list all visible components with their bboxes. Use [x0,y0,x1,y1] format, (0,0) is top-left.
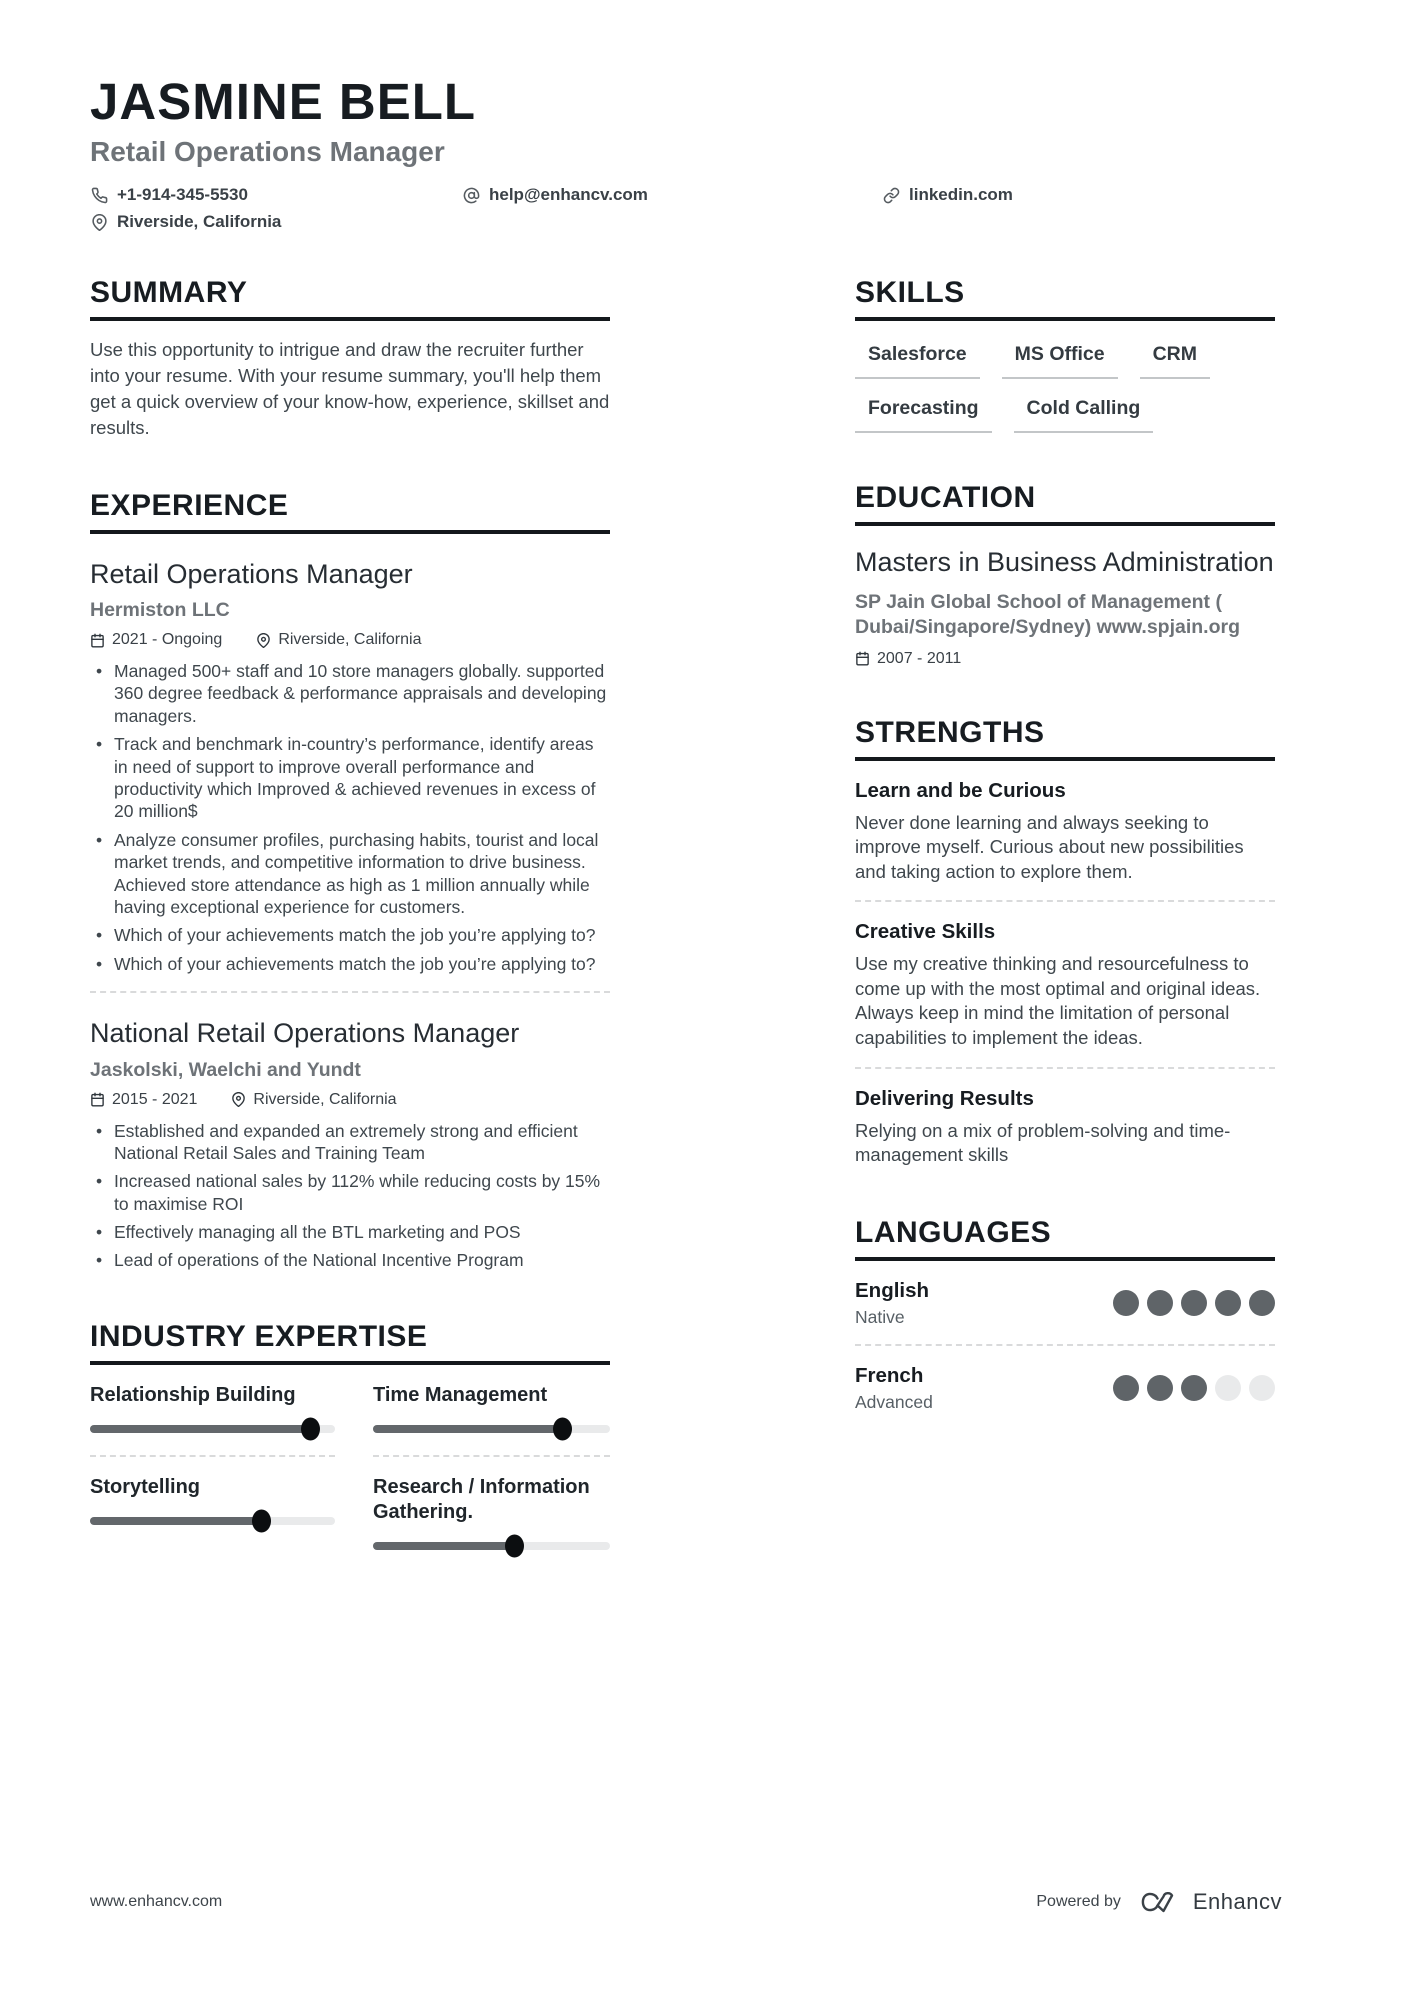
strength-text: Use my creative thinking and resourcefulness to come up with the most optimal and original ideas. Always keep in mind the limitation of personal capabilities to implement the ideas. [855,953,1261,1049]
strength-item [855,1087,1275,1168]
proficiency-dot [1215,1290,1241,1316]
contact-linkedin-text: linkedin.com [909,185,1013,205]
proficiency-dot [1249,1290,1275,1316]
industry-expertise-heading: INDUSTRY EXPERTISE [90,1320,610,1365]
expertise-slider[interactable] [90,1517,335,1525]
job-bullet-list [90,1120,610,1272]
summary-text: Use this opportunity to intrigue and draw the recruiter further into your resume. With your resume summary, you'll help them get a quick overview of your know-how, experience, skillset and results. [90,339,610,438]
proficiency-dot [1147,1375,1173,1401]
strengths-list [855,779,1275,1168]
language-proficiency-dots [1113,1375,1275,1401]
language-proficiency-dots [1113,1290,1275,1316]
job-bullet: • Analyze consumer profiles, purchasing habits, tourist and local market trends, and competitive information to drive business. Achieved store attendance as high as 1 million annually while having exceptional experience for customers. [90,829,610,919]
experience-section [90,489,610,1272]
job-dates [90,631,222,649]
language-level: Advanced [855,1391,933,1412]
contact-linkedin[interactable] [882,185,1320,205]
job-dates [90,1091,197,1109]
experience-item [90,1017,610,1272]
job-bullet: • Lead of operations of the National Incentive Program [90,1249,610,1271]
strength-item [855,920,1275,1050]
job-bullet: • Increased national sales by 112% while reducing costs by 15% to maximise ROI [90,1170,610,1215]
expertise-column [373,1365,610,1558]
calendar-icon [90,633,105,648]
job-bullet: • Which of your achievements match the job you’re applying to? [90,924,610,946]
education-dates-text: 2007 - 2011 [877,649,962,667]
job-location [231,1091,396,1109]
strength-title: Creative Skills [855,920,996,944]
expertise-slider-knob[interactable] [252,1509,271,1532]
job-bullet: • Established and expanded an extremely strong and efficient National Retail Sales and Training Team [90,1120,610,1165]
strength-divider [855,900,1275,902]
contact-row [90,185,1320,232]
expertise-divider [373,1455,610,1457]
resume-body [0,232,1410,1558]
contact-phone [90,185,462,205]
strength-text: Never done learning and always seeking to improve myself. Curious about new possibilities and taking action to explore them. [855,811,1244,882]
link-icon [882,186,900,204]
right-column [855,232,1275,1413]
strengths-heading: STRENGTHS [855,716,1275,761]
education-heading: EDUCATION [855,481,1275,526]
skills-list [855,343,1275,433]
expertise-slider-knob[interactable] [553,1417,572,1440]
brand-name: Enhancv [1192,1889,1282,1914]
strength-item [855,779,1275,885]
job-company: Hermiston LLC [90,599,230,622]
left-column [90,232,610,1558]
expertise-slider[interactable] [90,1425,335,1433]
contact-location-text: Riverside, California [117,212,282,232]
education-school: SP Jain Global School of Management ( Dubai/Singapore/Sydney) www.spjain.org [855,590,1241,639]
expertise-slider-knob[interactable] [505,1534,524,1557]
expertise-slider-knob[interactable] [301,1417,320,1440]
calendar-icon [90,1092,105,1107]
education-degree: Masters in Business Administration [855,547,1274,578]
expertise-item [90,1383,335,1433]
expertise-slider[interactable] [373,1425,610,1433]
language-item [855,1364,1275,1413]
expertise-item [373,1383,610,1433]
industry-expertise-grid [90,1365,610,1558]
language-level: Native [855,1306,905,1327]
at-icon [462,186,480,204]
expertise-slider[interactable] [373,1542,610,1550]
proficiency-dot [1113,1375,1139,1401]
expertise-slider-fill [90,1425,311,1433]
languages-heading: LANGUAGES [855,1216,1275,1261]
expertise-column [90,1365,335,1558]
job-location-text: Riverside, California [278,631,422,649]
pin-icon [256,633,271,648]
skill-tag[interactable]: CRM [1140,343,1210,379]
resume-header [0,0,1410,232]
proficiency-dot [1113,1290,1139,1316]
proficiency-dot [1215,1375,1241,1401]
enhancv-logo-icon [1138,1889,1176,1915]
strength-divider [855,1067,1275,1069]
skills-heading: SKILLS [855,276,1275,321]
phone-icon [90,186,108,204]
expertise-label: Research / Information Gathering. [373,1475,590,1523]
job-bullet-list [90,660,610,975]
page-footer [90,1889,1282,1915]
contact-email-text: help@enhancv.com [489,185,648,205]
pin-icon [90,213,108,231]
summary-heading: SUMMARY [90,276,610,321]
job-meta [90,1091,610,1109]
expertise-slider-fill [90,1517,262,1525]
strength-title: Delivering Results [855,1086,1034,1110]
contact-phone-text: +1-914-345-5530 [117,185,248,205]
contact-location [90,212,462,232]
skill-tag[interactable]: Salesforce [855,343,980,379]
languages-list [855,1279,1275,1413]
experience-heading: EXPERIENCE [90,489,610,534]
skill-tag[interactable]: MS Office [1002,343,1118,379]
experience-item [90,558,610,975]
experience-divider [90,991,610,993]
person-name: JASMINE BELL [90,73,477,130]
expertise-label: Relationship Building [90,1383,296,1406]
job-bullet: • Which of your achievements match the job you’re applying to? [90,953,610,975]
proficiency-dot [1181,1290,1207,1316]
languages-section [855,1216,1275,1413]
skill-tag[interactable]: Forecasting [855,397,992,433]
language-item [855,1279,1275,1328]
powered-by [1036,1889,1282,1915]
footer-site-link[interactable]: www.enhancv.com [90,1893,223,1910]
language-info [855,1364,933,1413]
job-location [256,631,421,649]
strengths-section [855,716,1275,1168]
calendar-icon [855,651,870,666]
skills-section [855,276,1275,433]
job-location-text: Riverside, California [253,1090,397,1108]
powered-by-label: Powered by [1036,1893,1121,1910]
job-title: Retail Operations Manager [90,558,413,589]
job-meta [90,631,610,649]
expertise-label: Storytelling [90,1475,201,1498]
job-bullet: • Effectively managing all the BTL marketing and POS [90,1221,610,1243]
education-section [855,481,1275,667]
strength-text: Relying on a mix of problem-solving and time-management skills [855,1119,1231,1166]
language-divider [855,1344,1275,1346]
skill-tag[interactable]: Cold Calling [1014,397,1154,433]
expertise-label: Time Management [373,1383,548,1406]
job-bullet: • Managed 500+ staff and 10 store managers globally. supported 360 degree feedback & performance appraisals and developing managers. [90,660,610,727]
education-dates [855,650,1275,668]
language-info [855,1279,929,1328]
pin-icon [231,1092,246,1107]
proficiency-dot [1249,1375,1275,1401]
expertise-slider-fill [373,1542,515,1550]
strength-title: Learn and be Curious [855,778,1066,802]
job-dates-text: 2015 - 2021 [112,1090,198,1108]
expertise-item [373,1475,610,1550]
expertise-slider-fill [373,1425,563,1433]
contact-email[interactable] [462,185,882,205]
summary-section [90,276,610,441]
proficiency-dot [1147,1290,1173,1316]
proficiency-dot [1181,1375,1207,1401]
language-name: English [855,1278,930,1302]
expertise-item [90,1475,335,1525]
person-title: Retail Operations Manager [90,136,445,168]
expertise-divider [90,1455,335,1457]
industry-expertise-section [90,1320,610,1558]
job-company: Jaskolski, Waelchi and Yundt [90,1058,361,1081]
job-dates-text: 2021 - Ongoing [112,631,223,649]
job-bullet: • Track and benchmark in-country’s performance, identify areas in need of support to improve overall performance and productivity which Improved & achieved revenues in excess of 20 million$ [90,733,610,823]
job-title: National Retail Operations Manager [90,1018,520,1049]
language-name: French [855,1363,924,1387]
experience-list [90,558,610,1272]
